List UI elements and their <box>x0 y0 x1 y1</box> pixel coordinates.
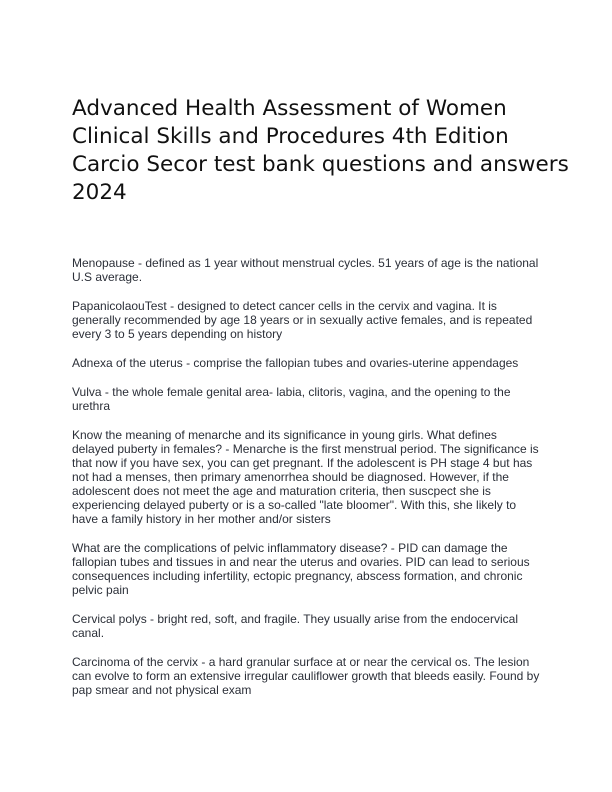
document-body <box>72 256 542 712</box>
title-line: Advanced Health Assessment of Women <box>72 96 507 121</box>
entry-menarche-delayed-puberty: Know the meaning of menarche and its significance in young girls. What defines delayed puberty in females? - Menarche is the first menstrual period. The significance is that now if you have sex, you can get pregnant. If the adolescent is PH stage 4 but has not had a menses, then primary amenorrhea should be diagnosed. However, if the adolescent does not meet the age and maturation criteria, then suscpect she is experiencing delayed puberty or is a so-called "late bloomer". With this, she likely to have a family history in her mother and/or sisters <box>72 428 539 526</box>
title-line: Clinical Skills and Procedures 4th Edition <box>72 124 509 149</box>
entry-vulva: Vulva - the whole female genital area- labia, clitoris, vagina, and the opening to the urethra <box>72 385 511 413</box>
entry-pid-complications: What are the complications of pelvic inflammatory disease? - PID can damage the fallopian tubes and tissues in and near the uterus and ovaries. PID can lead to serious consequences including infertility, ectopic pregnancy, abscess formation, and chronic pelvic pain <box>72 541 530 597</box>
entry-papanicolaou-test: PapanicolaouTest - designed to detect cancer cells in the cervix and vagina. It is generally recommended by age 18 years or in sexually active females, and is repeated every 3 to 5 years depending on history <box>72 299 533 341</box>
document-title <box>72 95 569 207</box>
entry-carcinoma-of-cervix: Carcinoma of the cervix - a hard granular surface at or near the cervical os. The lesion can evolve to form an extensive irregular cauliflower growth that bleeds easily. Found by pap smear and not physical exam <box>72 655 540 697</box>
entry-menopause: Menopause - defined as 1 year without menstrual cycles. 51 years of age is the national U.S average. <box>72 256 539 284</box>
title-line: 2024 <box>72 180 127 205</box>
entry-adnexa-of-uterus: Adnexa of the uterus - comprise the fallopian tubes and ovaries-uterine appendages <box>72 356 519 370</box>
entry-cervical-polyps: Cervical polys - bright red, soft, and fragile. They usually arise from the endocervical canal. <box>72 612 518 640</box>
title-line: Carcio Secor test bank questions and answers <box>72 152 569 177</box>
